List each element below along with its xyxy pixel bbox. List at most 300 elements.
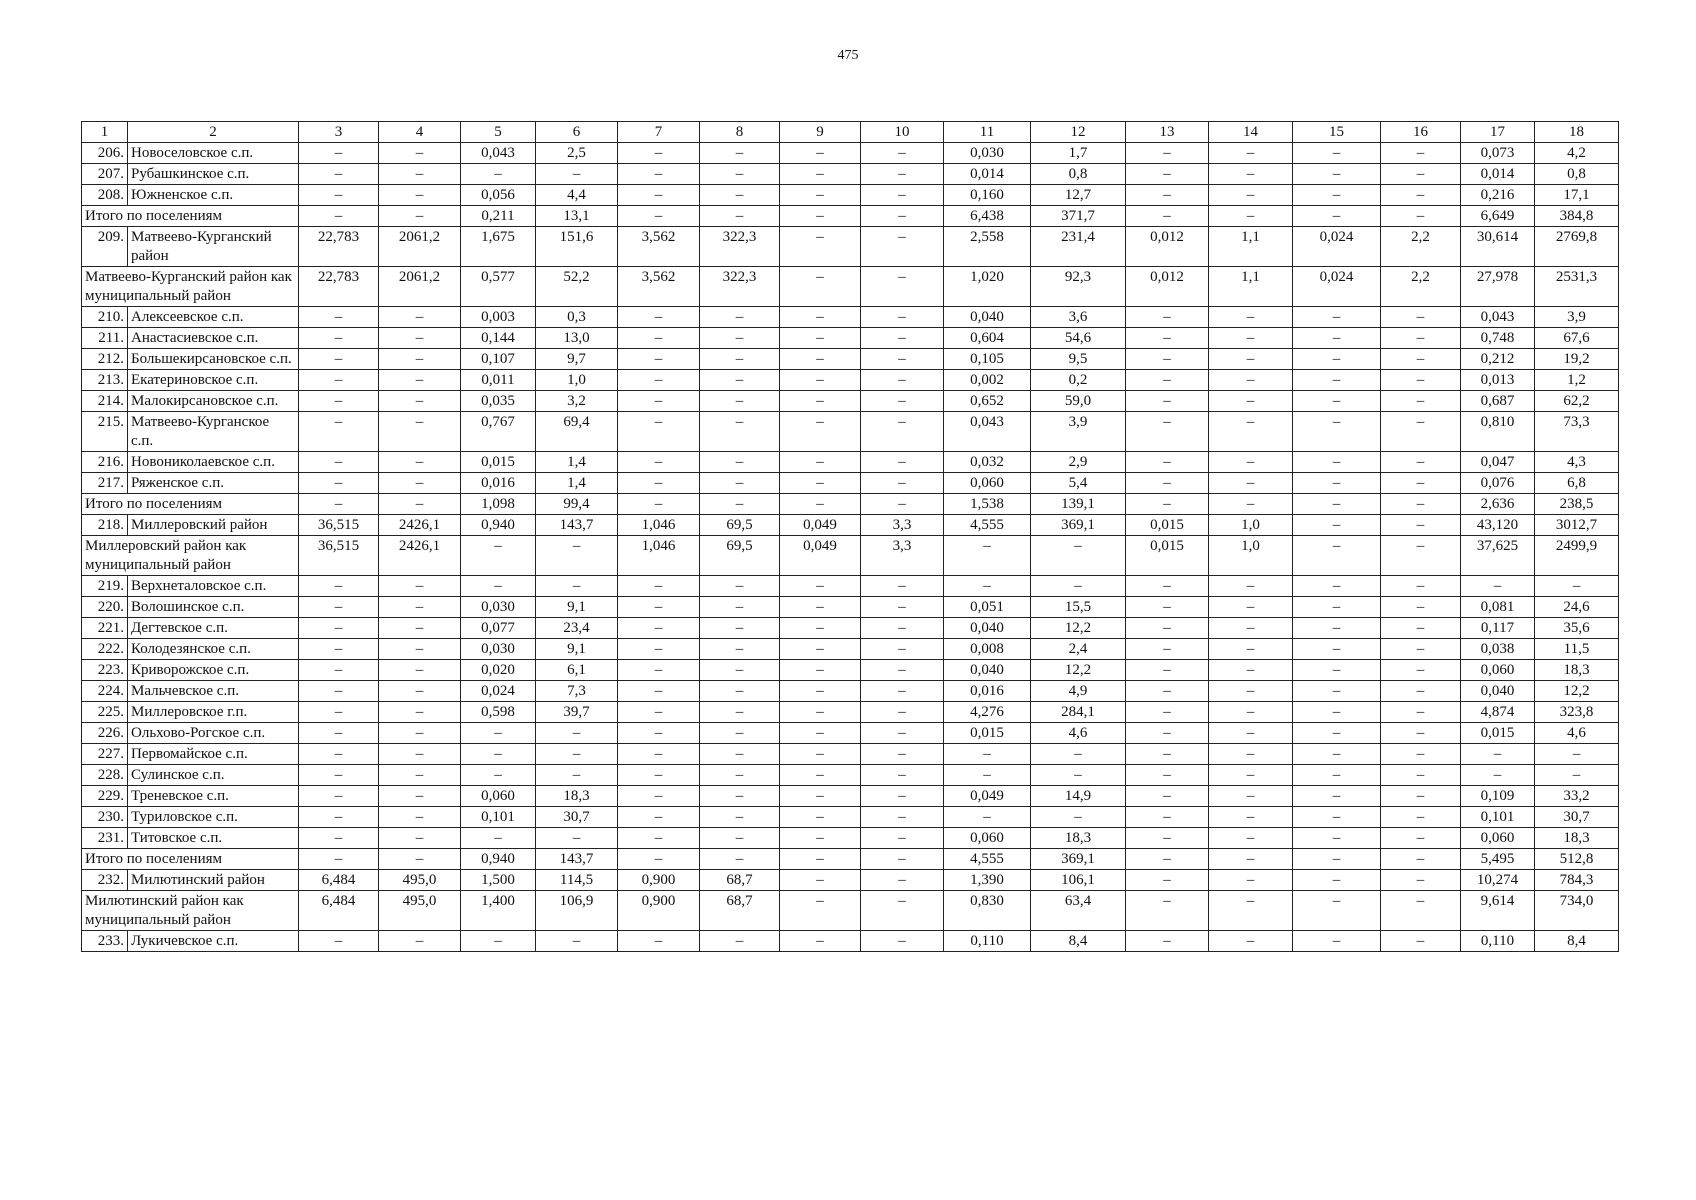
value-cell: – xyxy=(1126,349,1209,370)
row-number: 219. xyxy=(82,576,128,597)
value-cell: – xyxy=(700,412,780,452)
value-cell: 2499,9 xyxy=(1535,536,1619,576)
value-cell: – xyxy=(379,660,461,681)
value-cell: 9,5 xyxy=(1031,349,1126,370)
value-cell: – xyxy=(1381,786,1461,807)
value-cell: – xyxy=(1381,185,1461,206)
value-cell: – xyxy=(536,744,618,765)
value-cell: – xyxy=(944,765,1031,786)
value-cell: 69,4 xyxy=(536,412,618,452)
value-cell: 3,9 xyxy=(1535,307,1619,328)
value-cell: 1,0 xyxy=(1209,536,1293,576)
value-cell: – xyxy=(861,473,944,494)
value-cell: – xyxy=(700,765,780,786)
value-cell: – xyxy=(700,206,780,227)
value-cell: – xyxy=(1381,206,1461,227)
value-cell: 1,7 xyxy=(1031,143,1126,164)
value-cell: – xyxy=(379,473,461,494)
value-cell: 2,636 xyxy=(1461,494,1535,515)
value-cell: 7,3 xyxy=(536,681,618,702)
value-cell: 2061,2 xyxy=(379,227,461,267)
value-cell: – xyxy=(618,597,700,618)
value-cell: 0,077 xyxy=(461,618,536,639)
value-cell: – xyxy=(618,206,700,227)
value-cell: – xyxy=(618,164,700,185)
value-cell: – xyxy=(700,786,780,807)
value-cell: 12,7 xyxy=(1031,185,1126,206)
value-cell: – xyxy=(1293,452,1381,473)
value-cell: 4,6 xyxy=(1031,723,1126,744)
value-cell: 0,216 xyxy=(1461,185,1535,206)
value-cell: – xyxy=(1209,370,1293,391)
page-number: 475 xyxy=(837,48,859,63)
value-cell: 0,211 xyxy=(461,206,536,227)
value-cell: – xyxy=(861,206,944,227)
column-number: 11 xyxy=(944,122,1031,143)
value-cell: 384,8 xyxy=(1535,206,1619,227)
value-cell: 36,515 xyxy=(299,536,379,576)
value-cell: 9,1 xyxy=(536,639,618,660)
value-cell: – xyxy=(1126,870,1209,891)
value-cell: – xyxy=(379,391,461,412)
value-cell: 143,7 xyxy=(536,515,618,536)
value-cell: – xyxy=(1209,206,1293,227)
column-number: 16 xyxy=(1381,122,1461,143)
value-cell: – xyxy=(700,931,780,952)
value-cell: – xyxy=(780,494,861,515)
table-row xyxy=(82,143,1619,164)
value-cell: – xyxy=(1209,702,1293,723)
value-cell: – xyxy=(1126,307,1209,328)
summary-label: Итого по поселениям xyxy=(82,494,299,515)
value-cell: – xyxy=(1381,328,1461,349)
value-cell: 6,8 xyxy=(1535,473,1619,494)
value-cell: – xyxy=(1381,807,1461,828)
value-cell: 22,783 xyxy=(299,227,379,267)
value-cell: – xyxy=(299,412,379,452)
value-cell: – xyxy=(780,639,861,660)
value-cell: 3,562 xyxy=(618,267,700,307)
value-cell: – xyxy=(1126,412,1209,452)
row-number: 217. xyxy=(82,473,128,494)
row-number: 227. xyxy=(82,744,128,765)
value-cell: – xyxy=(1126,328,1209,349)
value-cell: – xyxy=(1031,807,1126,828)
table-row xyxy=(82,185,1619,206)
value-cell: – xyxy=(1126,143,1209,164)
value-cell: – xyxy=(299,786,379,807)
value-cell: – xyxy=(861,185,944,206)
value-cell: – xyxy=(1293,660,1381,681)
value-cell: – xyxy=(1461,576,1535,597)
value-cell: 0,109 xyxy=(1461,786,1535,807)
row-number: 214. xyxy=(82,391,128,412)
value-cell: – xyxy=(1126,765,1209,786)
value-cell: 1,046 xyxy=(618,515,700,536)
value-cell: 371,7 xyxy=(1031,206,1126,227)
row-number: 224. xyxy=(82,681,128,702)
value-cell: – xyxy=(1209,143,1293,164)
value-cell: – xyxy=(861,349,944,370)
value-cell: – xyxy=(618,349,700,370)
value-cell: 0,160 xyxy=(944,185,1031,206)
value-cell: – xyxy=(1293,349,1381,370)
value-cell: 1,0 xyxy=(1209,515,1293,536)
value-cell: – xyxy=(1209,164,1293,185)
value-cell: 0,024 xyxy=(461,681,536,702)
value-cell: – xyxy=(379,185,461,206)
summary-label: Милютинский район как муниципальный район xyxy=(82,891,299,931)
value-cell: – xyxy=(780,828,861,849)
value-cell: – xyxy=(1126,597,1209,618)
value-cell: – xyxy=(944,576,1031,597)
value-cell: – xyxy=(780,412,861,452)
value-cell: – xyxy=(1381,744,1461,765)
value-cell: 0,060 xyxy=(944,828,1031,849)
value-cell: – xyxy=(1381,391,1461,412)
settlement-name: Первомайское с.п. xyxy=(128,744,299,765)
value-cell: 143,7 xyxy=(536,849,618,870)
value-cell: 0,144 xyxy=(461,328,536,349)
value-cell: – xyxy=(1293,849,1381,870)
settlement-name: Алексеевское с.п. xyxy=(128,307,299,328)
value-cell: – xyxy=(1381,307,1461,328)
value-cell: – xyxy=(618,681,700,702)
value-cell: 2,2 xyxy=(1381,227,1461,267)
value-cell: 30,7 xyxy=(1535,807,1619,828)
value-cell: – xyxy=(461,536,536,576)
column-number: 13 xyxy=(1126,122,1209,143)
table-row xyxy=(82,597,1619,618)
value-cell: – xyxy=(1126,828,1209,849)
value-cell: – xyxy=(1126,618,1209,639)
value-cell: – xyxy=(299,143,379,164)
value-cell: 0,016 xyxy=(461,473,536,494)
value-cell: – xyxy=(1293,370,1381,391)
value-cell: 2,2 xyxy=(1381,267,1461,307)
value-cell: – xyxy=(861,849,944,870)
value-cell: 19,2 xyxy=(1535,349,1619,370)
value-cell: – xyxy=(1293,723,1381,744)
value-cell: 238,5 xyxy=(1535,494,1619,515)
value-cell: – xyxy=(1126,576,1209,597)
value-cell: – xyxy=(618,807,700,828)
value-cell: – xyxy=(780,786,861,807)
settlement-name: Новоселовское с.п. xyxy=(128,143,299,164)
settlement-name: Миллеровское г.п. xyxy=(128,702,299,723)
value-cell: – xyxy=(1381,702,1461,723)
table-row xyxy=(82,807,1619,828)
value-cell: – xyxy=(1293,765,1381,786)
value-cell: – xyxy=(618,328,700,349)
value-cell: – xyxy=(1293,515,1381,536)
summary-row xyxy=(82,536,1619,576)
value-cell: – xyxy=(700,849,780,870)
value-cell: – xyxy=(861,807,944,828)
value-cell: – xyxy=(700,185,780,206)
value-cell: – xyxy=(944,536,1031,576)
value-cell: 0,047 xyxy=(1461,452,1535,473)
table-row xyxy=(82,452,1619,473)
value-cell: 0,014 xyxy=(944,164,1031,185)
value-cell: 0,030 xyxy=(461,639,536,660)
value-cell: 0,003 xyxy=(461,307,536,328)
value-cell: 13,0 xyxy=(536,328,618,349)
value-cell: – xyxy=(1293,597,1381,618)
value-cell: 18,3 xyxy=(1535,660,1619,681)
value-cell: – xyxy=(1209,723,1293,744)
value-cell: – xyxy=(1209,849,1293,870)
table-row xyxy=(82,307,1619,328)
summary-label: Итого по поселениям xyxy=(82,849,299,870)
value-cell: 0,101 xyxy=(1461,807,1535,828)
value-cell: 1,098 xyxy=(461,494,536,515)
value-cell: – xyxy=(299,206,379,227)
column-number: 6 xyxy=(536,122,618,143)
value-cell: – xyxy=(1293,494,1381,515)
value-cell: 0,604 xyxy=(944,328,1031,349)
value-cell: – xyxy=(536,931,618,952)
value-cell: – xyxy=(461,164,536,185)
value-cell: 0,024 xyxy=(1293,267,1381,307)
value-cell: 12,2 xyxy=(1031,618,1126,639)
value-cell: – xyxy=(379,597,461,618)
value-cell: – xyxy=(700,639,780,660)
value-cell: 4,555 xyxy=(944,849,1031,870)
row-number: 229. xyxy=(82,786,128,807)
value-cell: – xyxy=(1381,828,1461,849)
value-cell: 2769,8 xyxy=(1535,227,1619,267)
value-cell: 12,2 xyxy=(1031,660,1126,681)
value-cell: – xyxy=(1209,828,1293,849)
value-cell: – xyxy=(1293,206,1381,227)
value-cell: – xyxy=(861,723,944,744)
value-cell: – xyxy=(861,143,944,164)
settlement-name: Южненское с.п. xyxy=(128,185,299,206)
value-cell: – xyxy=(861,786,944,807)
value-cell: – xyxy=(861,744,944,765)
value-cell: – xyxy=(379,786,461,807)
table-row xyxy=(82,744,1619,765)
value-cell: – xyxy=(861,639,944,660)
settlement-name: Верхнеталовское с.п. xyxy=(128,576,299,597)
row-number: 208. xyxy=(82,185,128,206)
row-number: 221. xyxy=(82,618,128,639)
value-cell: – xyxy=(1126,849,1209,870)
value-cell: – xyxy=(861,227,944,267)
value-cell: 8,4 xyxy=(1535,931,1619,952)
value-cell: – xyxy=(379,618,461,639)
value-cell: – xyxy=(1293,185,1381,206)
summary-row xyxy=(82,494,1619,515)
value-cell: – xyxy=(1209,307,1293,328)
value-cell: – xyxy=(379,164,461,185)
value-cell: – xyxy=(618,931,700,952)
value-cell: 0,056 xyxy=(461,185,536,206)
value-cell: – xyxy=(1381,143,1461,164)
value-cell: – xyxy=(1293,328,1381,349)
column-number: 12 xyxy=(1031,122,1126,143)
value-cell: – xyxy=(780,807,861,828)
value-cell: 59,0 xyxy=(1031,391,1126,412)
table-row xyxy=(82,328,1619,349)
value-cell: 13,1 xyxy=(536,206,618,227)
value-cell: – xyxy=(700,618,780,639)
value-cell: – xyxy=(1209,185,1293,206)
value-cell: – xyxy=(861,828,944,849)
value-cell: – xyxy=(1293,744,1381,765)
value-cell: – xyxy=(1209,870,1293,891)
value-cell: – xyxy=(700,452,780,473)
value-cell: – xyxy=(1381,618,1461,639)
value-cell: – xyxy=(536,576,618,597)
row-number: 218. xyxy=(82,515,128,536)
value-cell: 139,1 xyxy=(1031,494,1126,515)
summary-label: Матвеево-Курганский район как муниципальный район xyxy=(82,267,299,307)
value-cell: 6,649 xyxy=(1461,206,1535,227)
value-cell: – xyxy=(861,931,944,952)
value-cell: – xyxy=(1209,807,1293,828)
value-cell: 0,012 xyxy=(1126,227,1209,267)
value-cell: – xyxy=(299,723,379,744)
settlement-name: Криворожское с.п. xyxy=(128,660,299,681)
settlement-name: Титовское с.п. xyxy=(128,828,299,849)
column-number: 18 xyxy=(1535,122,1619,143)
value-cell: – xyxy=(299,473,379,494)
settlement-name: Милютинский район xyxy=(128,870,299,891)
value-cell: – xyxy=(1381,164,1461,185)
value-cell: – xyxy=(299,494,379,515)
value-cell: 0,016 xyxy=(944,681,1031,702)
table-row xyxy=(82,681,1619,702)
value-cell: – xyxy=(299,597,379,618)
value-cell: – xyxy=(780,931,861,952)
value-cell: 4,6 xyxy=(1535,723,1619,744)
value-cell: 8,4 xyxy=(1031,931,1126,952)
column-number: 2 xyxy=(128,122,299,143)
value-cell: 512,8 xyxy=(1535,849,1619,870)
value-cell: – xyxy=(1126,164,1209,185)
value-cell: – xyxy=(1209,744,1293,765)
value-cell: – xyxy=(379,807,461,828)
row-number: 223. xyxy=(82,660,128,681)
value-cell: – xyxy=(379,307,461,328)
table-row xyxy=(82,931,1619,952)
value-cell: – xyxy=(461,744,536,765)
value-cell: – xyxy=(861,597,944,618)
value-cell: – xyxy=(861,618,944,639)
value-cell: 68,7 xyxy=(700,870,780,891)
value-cell: 3,3 xyxy=(861,515,944,536)
value-cell: 3,2 xyxy=(536,391,618,412)
value-cell: – xyxy=(1126,494,1209,515)
value-cell: – xyxy=(618,702,700,723)
value-cell: 1,046 xyxy=(618,536,700,576)
value-cell: 3,9 xyxy=(1031,412,1126,452)
value-cell: – xyxy=(1209,576,1293,597)
value-cell: – xyxy=(700,828,780,849)
value-cell: – xyxy=(1381,452,1461,473)
row-number: 209. xyxy=(82,227,128,267)
value-cell: – xyxy=(618,143,700,164)
summary-row xyxy=(82,891,1619,931)
value-cell: 0,043 xyxy=(1461,307,1535,328)
row-number: 213. xyxy=(82,370,128,391)
value-cell: – xyxy=(379,412,461,452)
settlement-name: Анастасиевское с.п. xyxy=(128,328,299,349)
value-cell: – xyxy=(1126,660,1209,681)
value-cell: 495,0 xyxy=(379,870,461,891)
value-cell: 1,020 xyxy=(944,267,1031,307)
value-cell: 37,625 xyxy=(1461,536,1535,576)
value-cell: 2,5 xyxy=(536,143,618,164)
value-cell: 495,0 xyxy=(379,891,461,931)
value-cell: 322,3 xyxy=(700,267,780,307)
value-cell: – xyxy=(1293,473,1381,494)
summary-row xyxy=(82,267,1619,307)
value-cell: 5,495 xyxy=(1461,849,1535,870)
value-cell: 67,6 xyxy=(1535,328,1619,349)
value-cell: 1,4 xyxy=(536,452,618,473)
row-number: 233. xyxy=(82,931,128,952)
value-cell: – xyxy=(1381,870,1461,891)
value-cell: – xyxy=(1209,452,1293,473)
value-cell: 63,4 xyxy=(1031,891,1126,931)
value-cell: 10,274 xyxy=(1461,870,1535,891)
value-cell: – xyxy=(1381,681,1461,702)
value-cell: 2,4 xyxy=(1031,639,1126,660)
value-cell: – xyxy=(299,702,379,723)
settlement-name: Матвеево-Курганский район xyxy=(128,227,299,267)
value-cell: – xyxy=(379,828,461,849)
value-cell: 4,276 xyxy=(944,702,1031,723)
settlement-name: Екатериновское с.п. xyxy=(128,370,299,391)
value-cell: – xyxy=(1031,744,1126,765)
value-cell: – xyxy=(861,765,944,786)
value-cell: 323,8 xyxy=(1535,702,1619,723)
value-cell: – xyxy=(1381,412,1461,452)
value-cell: – xyxy=(780,618,861,639)
column-number: 10 xyxy=(861,122,944,143)
value-cell: – xyxy=(379,576,461,597)
value-cell: 0,107 xyxy=(461,349,536,370)
row-number: 215. xyxy=(82,412,128,452)
column-number: 9 xyxy=(780,122,861,143)
row-number: 225. xyxy=(82,702,128,723)
value-cell: – xyxy=(861,452,944,473)
value-cell: – xyxy=(379,639,461,660)
value-cell: – xyxy=(1293,786,1381,807)
value-cell: – xyxy=(618,185,700,206)
value-cell: – xyxy=(1381,765,1461,786)
value-cell: – xyxy=(379,452,461,473)
value-cell: – xyxy=(379,206,461,227)
value-cell: – xyxy=(861,328,944,349)
value-cell: 0,002 xyxy=(944,370,1031,391)
value-cell: – xyxy=(1126,723,1209,744)
value-cell: – xyxy=(536,828,618,849)
value-cell: 52,2 xyxy=(536,267,618,307)
value-cell: – xyxy=(1293,536,1381,576)
value-cell: – xyxy=(700,307,780,328)
settlement-name: Дегтевское с.п. xyxy=(128,618,299,639)
value-cell: – xyxy=(299,639,379,660)
value-cell: – xyxy=(780,143,861,164)
value-cell: 30,7 xyxy=(536,807,618,828)
value-cell: – xyxy=(1293,702,1381,723)
value-cell: – xyxy=(780,349,861,370)
value-cell: 1,675 xyxy=(461,227,536,267)
